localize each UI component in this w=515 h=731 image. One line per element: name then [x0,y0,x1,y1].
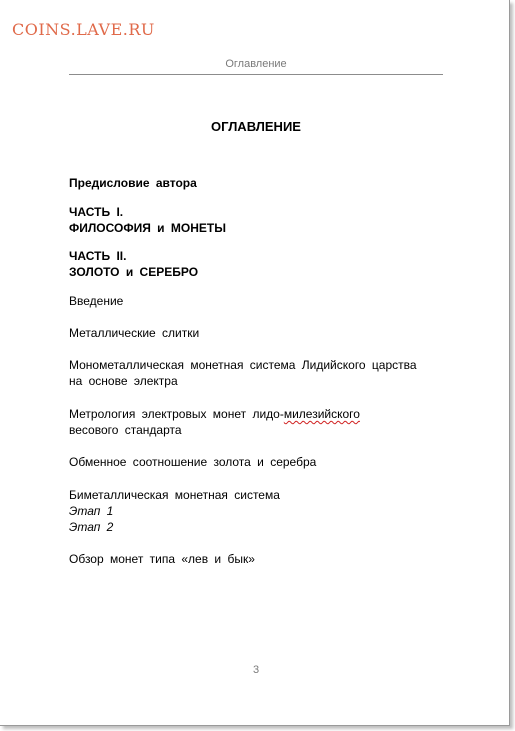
toc-entry-overview: Обзор монет типа «лев и бык» [69,552,255,566]
toc-entry-part2-title: ЗОЛОТО и СЕРЕБРО [69,265,199,279]
toc-entry-metrology-line1 [69,406,360,422]
header-rule [69,74,443,75]
toc-entry-stage1: Этап 1 [69,504,114,518]
toc-entry-part1-label: ЧАСТЬ I. [69,205,124,219]
metrology-text: Метрология электровых монет лидо- [69,407,284,421]
toc-entry-metrology-line2: весового стандарта [69,423,182,437]
toc-entry-part2-label: ЧАСТЬ II. [69,249,127,263]
toc-entry-ratio: Обменное соотношение золота и серебра [69,455,317,469]
page-title: ОГЛАВЛЕНИЕ [211,119,301,134]
page-number: 3 [252,664,260,676]
toc-entry-intro: Введение [69,294,124,308]
toc-entry-preface: Предисловие автора [69,176,197,190]
toc-entry-part1-title: ФИЛОСОФИЯ и МОНЕТЫ [69,221,226,235]
toc-entry-bimetal: Биметаллическая монетная система [69,488,280,502]
toc-entry-stage2: Этап 2 [69,520,114,534]
running-header: Оглавление [225,58,287,70]
toc-entry-ingots: Металлические слитки [69,326,200,340]
toc-entry-mono-line1: Монометаллическая монетная система Лидийского царства [69,358,417,372]
toc-entry-mono-line2: на основе электра [69,374,178,388]
site-watermark: COINS.LAVE.RU [12,20,155,39]
spellcheck-underlined-word: милезийского [283,407,360,421]
